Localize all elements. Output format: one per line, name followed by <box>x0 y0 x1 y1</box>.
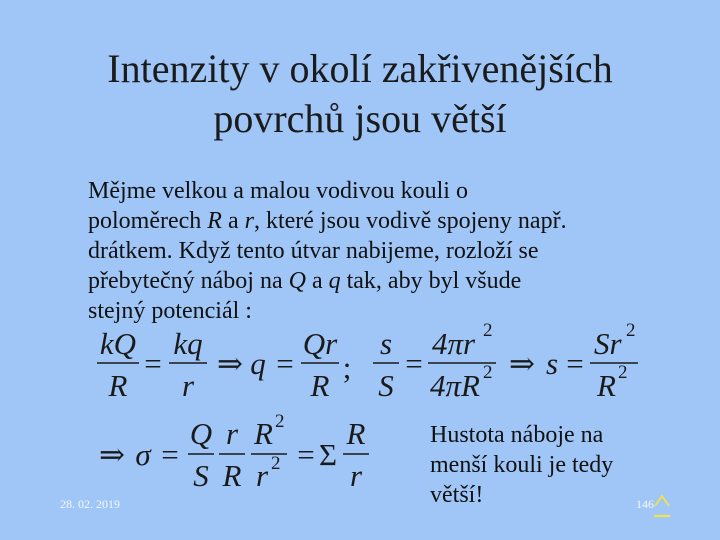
eq3-equals: = <box>161 437 179 472</box>
paragraph-text: , které jsou vodivě spojeny např. <box>253 208 567 234</box>
nav-chevron <box>655 496 669 506</box>
eq3-fraction4-denominator: r <box>349 458 363 493</box>
eq2-small-area-symbol: s <box>545 346 559 381</box>
slide-date: 28. 02. 2019 <box>60 497 120 511</box>
eq1-result-denominator: R <box>310 368 330 403</box>
charge-large-symbol: Q <box>288 268 306 294</box>
eq1-fraction2-numerator: kq <box>173 326 203 361</box>
eq1-charge-symbol: q <box>250 346 266 381</box>
eq2-result-numerator: Sr <box>594 326 622 361</box>
title-line-1: Intenzity v okolí zakřivenějších <box>107 46 613 91</box>
eq3-fraction1-numerator: Q <box>189 416 213 451</box>
eq3-Sigma-symbol: Σ <box>318 437 338 472</box>
eq2-result-numerator-exponent: 2 <box>626 320 636 341</box>
eq2-result-denominator-exponent: 2 <box>618 362 628 383</box>
eq3-sigma-symbol: σ <box>135 437 151 472</box>
paragraph-line-3: drátkem. Když tento útvar nabijeme, rozloží se <box>88 238 539 264</box>
paragraph-line-5: stejný potenciál : <box>88 298 252 324</box>
equation-surface-ratio <box>373 320 638 403</box>
eq1-separator: ; <box>342 350 352 385</box>
equation-charge-density <box>99 411 369 493</box>
eq2-equals-2: = <box>566 346 584 381</box>
eq1-fraction2-denominator: r <box>181 368 195 403</box>
title-line-2: povrchů jsou větší <box>213 96 507 141</box>
home-arrow-icon[interactable] <box>653 490 671 520</box>
eq1-result-numerator: Qr <box>302 326 338 361</box>
eq3-fraction2-denominator: R <box>222 458 242 493</box>
eq1-fraction1-denominator: R <box>108 368 128 403</box>
paragraph-line-1: Mějme velkou a malou vodivou kouli o <box>88 178 468 204</box>
eq3-equals-2: = <box>297 437 315 472</box>
conclusion-note <box>430 420 670 510</box>
eq1-equals: = <box>144 346 162 381</box>
eq3-fraction3-denominator-exponent: 2 <box>271 453 281 474</box>
eq2-implies-arrow: ⇒ <box>509 346 535 381</box>
eq2-area-numerator-exponent: 2 <box>483 320 493 341</box>
eq3-fraction3-numerator-exponent: 2 <box>275 411 285 432</box>
eq2-result-denominator: R <box>597 368 616 403</box>
paragraph-text: a <box>221 208 245 234</box>
paragraph-text: přebytečný náboj na <box>88 268 289 294</box>
eq2-fraction1-numerator: s <box>379 326 393 361</box>
eq3-fraction1-denominator: S <box>193 458 209 493</box>
eq3-fraction3-numerator: R <box>254 416 273 451</box>
eq2-area-numerator: 4πr <box>432 326 476 361</box>
eq2-area-denominator-exponent: 2 <box>483 362 493 383</box>
eq2-fraction1-denominator: S <box>378 368 394 403</box>
eq3-fraction3-denominator: r <box>256 458 269 493</box>
note-line-2: menší kouli je tedy <box>430 452 614 478</box>
slide-page-number: 146 <box>636 497 654 511</box>
eq3-fraction4-numerator: R <box>346 416 366 451</box>
charge-small-symbol: q <box>328 268 341 294</box>
paragraph-text: tak, aby byl všude <box>340 268 522 294</box>
equation-potential-equality <box>97 326 351 403</box>
eq3-implies-arrow: ⇒ <box>99 437 125 472</box>
note-line-3: větší! <box>430 482 484 508</box>
radius-large-symbol: R <box>207 208 222 234</box>
eq2-equals: = <box>405 346 423 381</box>
eq2-area-denominator: 4πR <box>430 368 480 403</box>
eq1-fraction1-numerator: kQ <box>99 326 137 361</box>
paragraph-text: a <box>305 268 329 294</box>
note-line-1: Hustota náboje na <box>430 422 604 448</box>
eq3-fraction2-numerator: r <box>225 416 239 451</box>
radius-small-symbol: r <box>244 208 254 234</box>
eq1-equals-2: = <box>276 346 294 381</box>
paragraph-text: poloměrech <box>88 208 208 234</box>
eq1-implies-arrow: ⇒ <box>217 346 243 381</box>
